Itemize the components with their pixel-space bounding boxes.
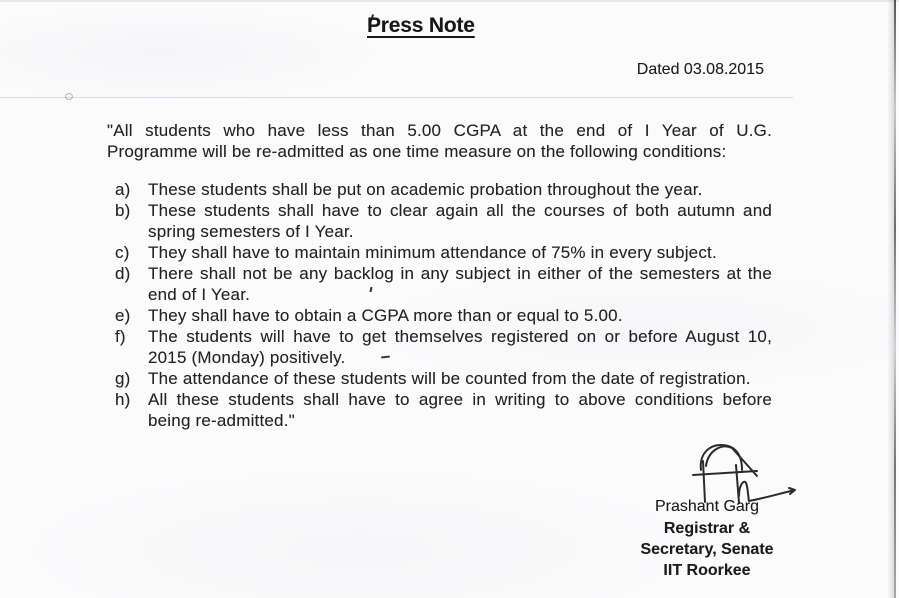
- signature-block: [618, 496, 796, 581]
- date-label: Dated 03.08.2015: [636, 61, 764, 78]
- signatory-title: IIT Roorkee: [663, 562, 751, 579]
- condition-text: [148, 263, 772, 305]
- condition-label: h): [115, 390, 131, 409]
- condition-line: spring semesters of I Year.: [148, 222, 354, 241]
- condition-line: They shall have to maintain minimum attendance of 75% in every subject.: [148, 243, 717, 262]
- signatory-name: Prashant Garg: [654, 498, 760, 515]
- condition-text: [148, 389, 772, 431]
- scan-edge-line: [894, 0, 896, 598]
- condition-text: [148, 242, 772, 263]
- condition-label: c): [115, 243, 130, 262]
- condition-item: [115, 305, 772, 326]
- condition-item: [115, 200, 772, 242]
- scan-top-edge: [0, 0, 899, 2]
- condition-line: The students will have to get themselves registered on or before August 10,: [148, 327, 772, 346]
- condition-label: b): [115, 201, 131, 220]
- condition-line: They shall have to obtain a CGPA more than or equal to 5.00.: [148, 306, 623, 325]
- scan-speck: [65, 93, 73, 100]
- condition-line: There shall not be any backlog in any subject in either of the semesters at the: [148, 264, 772, 283]
- condition-text: [148, 179, 772, 200]
- condition-item: [115, 242, 772, 263]
- condition-line: being re-admitted.": [148, 411, 295, 430]
- intro-line: Programme will be re-admitted as one time measure on the following conditions:: [107, 142, 727, 161]
- condition-item: [115, 179, 772, 200]
- condition-item: [115, 326, 772, 368]
- conditions-list: [115, 179, 772, 431]
- scan-line-artifact: [0, 97, 793, 98]
- condition-label: f): [115, 327, 126, 346]
- condition-line: The attendance of these students will be counted from the date of registration.: [148, 369, 751, 388]
- condition-label: d): [115, 264, 131, 283]
- intro-paragraph: [107, 120, 772, 162]
- condition-item: [115, 263, 772, 305]
- intro-line: "All students who have less than 5.00 CGPA at the end of I Year of U.G.: [107, 121, 772, 140]
- condition-line: These students shall be put on academic probation throughout the year.: [148, 180, 703, 199]
- condition-label: a): [115, 180, 131, 199]
- condition-line: end of I Year.: [148, 285, 251, 304]
- signatory-titles: [618, 518, 796, 581]
- condition-text: [148, 200, 772, 242]
- condition-text: [148, 368, 772, 389]
- condition-label: e): [115, 306, 131, 325]
- scan-edge-shadow: [887, 0, 894, 598]
- condition-text: [148, 305, 772, 326]
- condition-text: [148, 326, 772, 368]
- condition-line: 2015 (Monday) positively.: [148, 348, 346, 367]
- condition-item: [115, 389, 772, 431]
- page-title: Press Note: [367, 14, 475, 37]
- signatory-title: Secretary, Senate: [640, 541, 774, 558]
- condition-line: These students shall have to clear again all the courses of both autumn and: [148, 201, 772, 220]
- signatory-title: Registrar &: [663, 520, 751, 537]
- condition-label: g): [115, 369, 131, 388]
- condition-line: All these students shall have to agree in writing to above conditions before: [148, 390, 772, 409]
- condition-item: [115, 368, 772, 389]
